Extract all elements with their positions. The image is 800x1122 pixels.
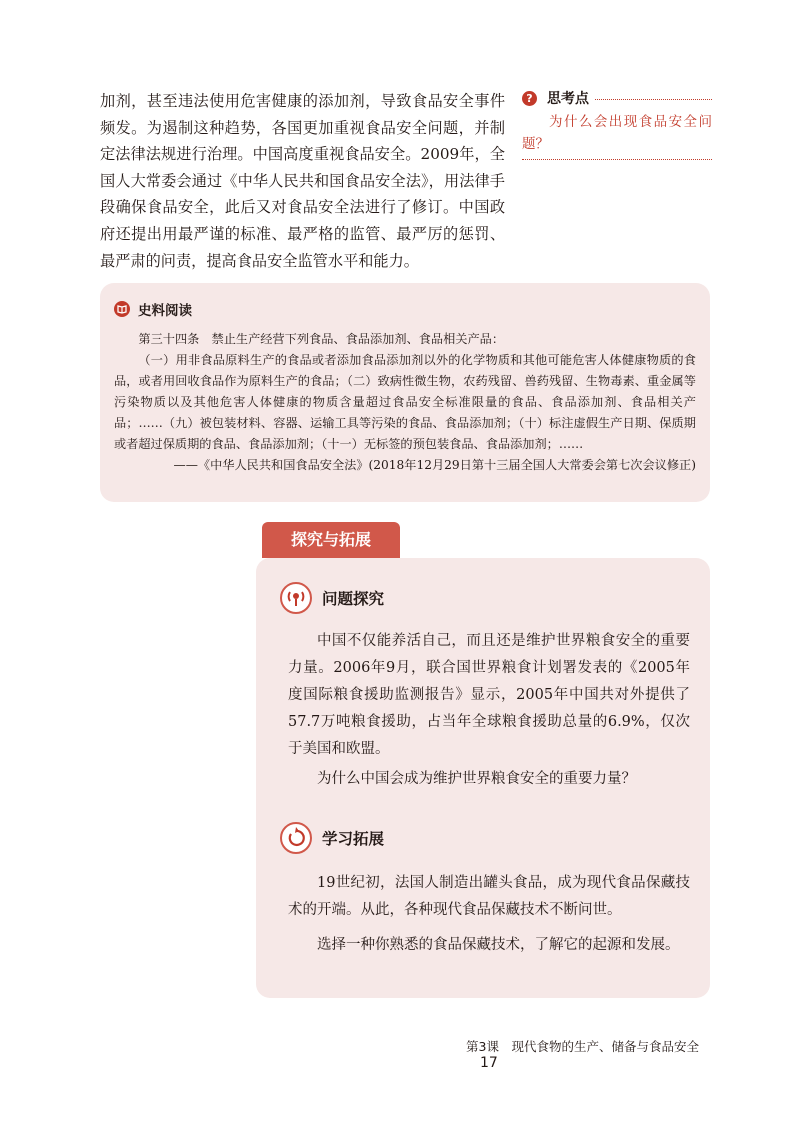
book-icon-svg <box>114 301 130 317</box>
reading-article: 第三十四条 禁止生产经营下列食品、食品添加剂、食品相关产品： <box>138 332 505 346</box>
reading-source: ——《中华人民共和国食品安全法》(2018年12月29日第十三届全国人大常委会第七次会议修正) <box>173 458 696 472</box>
think-point-question: 为什么会出现食品安全问题？ <box>522 114 712 152</box>
inquiry-title: 问题探究 <box>322 590 385 608</box>
inquiry-icon <box>280 582 312 614</box>
reading-header <box>114 299 192 319</box>
extend-header <box>280 822 384 854</box>
book-icon <box>114 301 130 317</box>
historical-reading-box <box>100 283 710 502</box>
main-paragraph: 加剂，甚至违法使用危害健康的添加剂，导致食品安全事件频发。为遏制这种趋势，各国更加重视食品安全问题，并制定法律法规进行治理。中国高度重视食品安全。2009年，全国人大常委会通过《中华人民共和国食品安全法》，用法律手段确保食品安全，此后又对食品安全法进行了修订。中国政府还提出用最严谨的标准、最严格的监管、最严厉的惩罚、最严肃的问责，提高食品安全监管水平和能力。 <box>100 92 505 270</box>
refresh-icon <box>280 822 312 854</box>
dotted-divider <box>595 99 712 100</box>
page-footer <box>466 1037 716 1071</box>
dotted-divider-bottom <box>522 159 712 160</box>
think-point-header <box>522 87 712 109</box>
explore-extend-box <box>256 558 710 998</box>
inquiry-icon-svg <box>282 584 310 612</box>
question-icon: ? <box>522 91 537 106</box>
explore-extend-tab: 探究与拓展 <box>262 522 400 558</box>
reading-title: 史料阅读 <box>138 303 192 319</box>
main-paragraph-block <box>100 88 505 274</box>
extend-paragraph: 19世纪初，法国人制造出罐头食品，成为现代食品保藏技术的开端。从此，各种现代食品保藏技术不断问世。 <box>288 875 690 918</box>
inquiry-header <box>280 582 384 614</box>
think-point-sidebar <box>522 87 712 160</box>
lesson-title: 第3课 现代食物的生产、储备与食品安全 <box>466 1039 699 1054</box>
reading-clauses: （一）用非食品原料生产的食品或者添加食品添加剂以外的化学物质和其他可能危害人体健康物质的食品，或者用回收食品作为原料生产的食品；（二）致病性微生物，农药残留、兽药残留、生物毒素、重金属等污染物质以及其他危害人体健康的物质含量超过食品安全标准限量的食品、食品添加剂、食品相关产品；……（九）被包装材料、容器、运输工具等污染的食品、食品添加剂；（十）标注虚假生产日期、保质期或者超过保质期的食品、食品添加剂；（十一）无标签的预包装食品、食品添加剂；…… <box>114 353 696 451</box>
extend-task: 选择一种你熟悉的食品保藏技术，了解它的起源和发展。 <box>317 937 680 953</box>
think-point-title: 思考点 <box>547 91 589 107</box>
inquiry-paragraph: 中国不仅能养活自己，而且还是维护世界粮食安全的重要力量。2006年9月，联合国世界粮食计划署发表的《2005年度国际粮食援助监测报告》显示，2005年中国共对外提供了57.7万吨粮食援助，占当年全球粮食援助总量的6.9%，仅次于美国和欧盟。 <box>288 633 690 757</box>
refresh-icon-svg <box>282 824 310 852</box>
page-number: 17 <box>480 1055 498 1071</box>
extend-title: 学习拓展 <box>322 830 385 848</box>
inquiry-question: 为什么中国会成为维护世界粮食安全的重要力量？ <box>317 771 636 787</box>
reading-body <box>114 329 696 476</box>
